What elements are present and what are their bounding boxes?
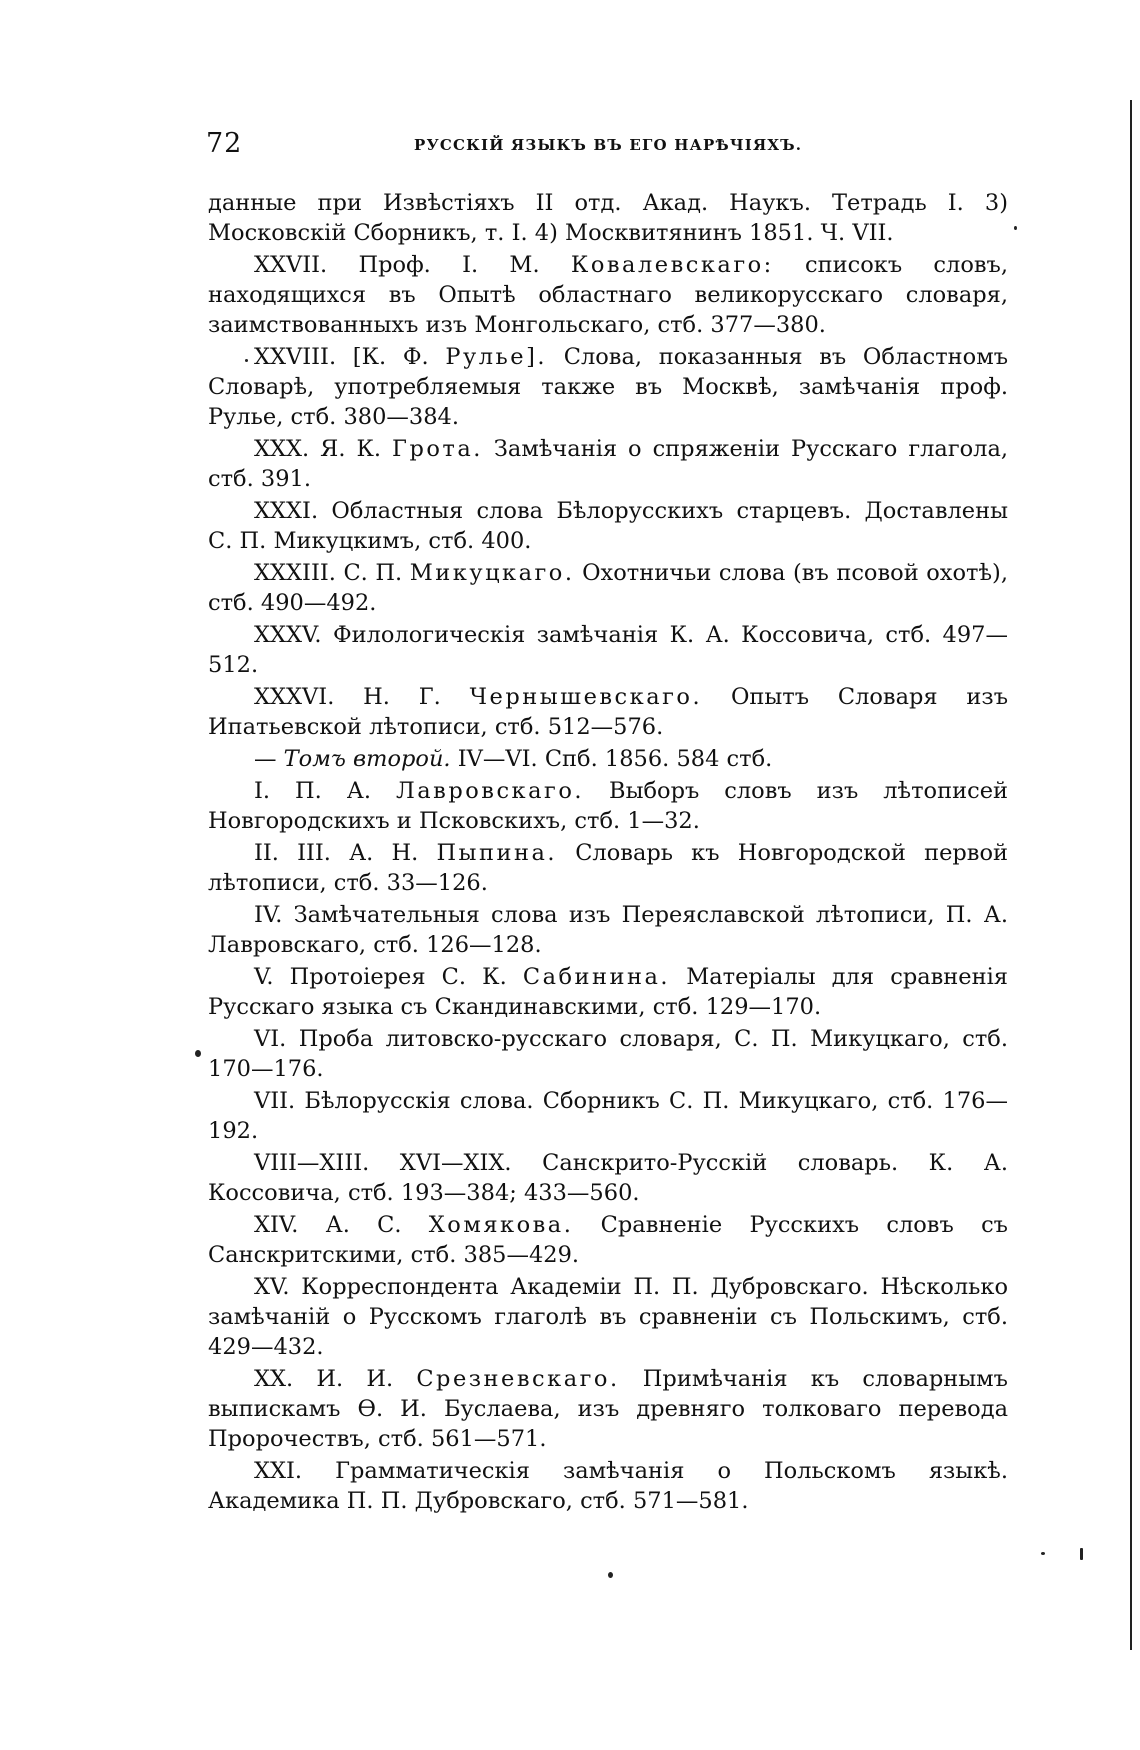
entry-text: Областныя слова Бѣлорусскихъ старцевъ. Доставлены С. П. Микуцкимъ, стб. 400. bbox=[208, 498, 1008, 554]
entry-text: Грамматическія замѣчанія о Польскомъ языкѣ. Академика П. П. Дубровскаго, стб. 571—581. bbox=[208, 1458, 1008, 1514]
entry-author: Рулье]. bbox=[445, 344, 548, 370]
entry-text: IV—VI. Спб. 1856. 584 стб. bbox=[457, 746, 773, 772]
entry-text: Опытъ Словаря изъ Ипатьевской лѣтописи, стб. 512—576. bbox=[208, 684, 1009, 740]
entry-label: — bbox=[254, 746, 277, 772]
volume-title: Томъ второй. bbox=[283, 746, 451, 772]
entry-label: I. П. А. bbox=[254, 778, 371, 804]
entry-xxxi bbox=[208, 496, 1008, 556]
ink-speck bbox=[1014, 226, 1017, 230]
ink-speck bbox=[245, 359, 248, 362]
entry-label: XXI. bbox=[254, 1458, 303, 1484]
entry-author: Хомякова. bbox=[428, 1212, 574, 1238]
ink-speck bbox=[195, 1050, 201, 1057]
entry-author: Микуцкаго. bbox=[409, 560, 575, 586]
entry-label: VI. bbox=[254, 1026, 287, 1052]
entry-xiv bbox=[208, 1210, 1008, 1270]
entry-viii-xix bbox=[208, 1148, 1008, 1208]
entry-vi bbox=[208, 1024, 1008, 1084]
entry-iv bbox=[208, 900, 1008, 960]
entry-label: XXXV. bbox=[254, 622, 322, 648]
entry-text: Бѣлорусскія слова. Сборникъ С. П. Микуцкаго, стб. 176—192. bbox=[208, 1088, 1008, 1144]
entry-label: XX. И. И. bbox=[254, 1366, 394, 1392]
entry-author: Ковалевскаго: bbox=[570, 252, 774, 278]
entry-label: V. Протоіерея С. К. bbox=[254, 964, 507, 990]
entry-volume-two bbox=[208, 744, 1008, 774]
entry-xx bbox=[208, 1364, 1008, 1454]
entry-label: VII. bbox=[254, 1088, 296, 1114]
entry-label: XXVIII. [К. Ф. bbox=[254, 344, 429, 370]
entry-author: Сабинина. bbox=[522, 964, 671, 990]
entry-label: IV. bbox=[254, 902, 283, 928]
entry-text: Замѣчательныя слова изъ Переяславской лѣтописи, П. А. Лавровскаго, стб. 126—128. bbox=[208, 902, 1008, 958]
entry-xxi bbox=[208, 1456, 1008, 1516]
entry-text: Выборъ словъ изъ лѣтописей Новгородскихъ и Псковскихъ, стб. 1—32. bbox=[208, 778, 1009, 834]
entry-label: XXXIII. С. П. bbox=[254, 560, 403, 586]
entry-text: Проба литовско-русскаго словаря, С. П. Микуцкаго, стб. 170—176. bbox=[208, 1026, 1008, 1082]
entry-text: Филологическія замѣчанія К. А. Коссовича, стб. 497—512. bbox=[208, 622, 1008, 678]
entry-xxviii bbox=[208, 342, 1008, 432]
entry-vii bbox=[208, 1086, 1008, 1146]
entry-text: Замѣчанія о спряженіи Русскаго глагола, стб. 391. bbox=[208, 436, 1009, 492]
entry-text: Корреспондента Академіи П. П. Дубровскаго. Нѣсколько замѣчаній о Русскомъ глаголѣ въ сравненіи съ Польскимъ, стб. 429—432. bbox=[208, 1274, 1009, 1360]
entry-text: Матеріалы для сравненія Русскаго языка съ Скандинавскими, стб. 129—170. bbox=[208, 964, 1008, 1020]
entry-text: Примѣчанія къ словарнымъ выпискамъ Ѳ. И. Буслаева, изъ древняго толковаго перевода Пророчествъ, стб. 561—571. bbox=[208, 1366, 1008, 1452]
entry-author: Срезневскаго. bbox=[416, 1366, 620, 1392]
entry-text: Словарь къ Новгородской первой лѣтописи, стб. 33—126. bbox=[208, 840, 1009, 896]
entry-author: Грота. bbox=[392, 436, 483, 462]
entry-author: Лавровскаго. bbox=[395, 778, 585, 804]
ink-speck bbox=[1041, 1552, 1045, 1555]
entry-continuation bbox=[208, 188, 1008, 248]
entry-label: VIII—XIII. XVI—XIX. bbox=[254, 1150, 512, 1176]
entry-author: Чернышевскаго. bbox=[469, 684, 703, 710]
page-header bbox=[206, 128, 1006, 168]
entry-text: Слова, показанныя въ Областномъ Словарѣ, употребляемыя также въ Москвѣ, замѣчанія проф. Рулье, стб. 380—384. bbox=[208, 344, 1009, 430]
entry-text: списокъ словъ, находящихся въ Опытѣ областнаго великорусскаго словаря, заимствованныхъ изъ Монгольскаго, стб. 377—380. bbox=[208, 252, 1009, 338]
entry-xxxv bbox=[208, 620, 1008, 680]
entry-v bbox=[208, 962, 1008, 1022]
entry-label: XV. bbox=[254, 1274, 290, 1300]
ink-speck bbox=[1080, 1548, 1083, 1560]
page-edge-rule bbox=[1130, 100, 1132, 1650]
entry-ii-iii bbox=[208, 838, 1008, 898]
page-number: 72 bbox=[206, 128, 243, 159]
entry-text: данные при Извѣстіяхъ II отд. Акад. Наукъ. Тетрадь I. 3) Московскій Сборникъ, т. I. 4) Москвитянинъ 1851. Ч. VII. bbox=[208, 190, 1008, 246]
entry-xxx bbox=[208, 434, 1008, 494]
entry-xxxiii bbox=[208, 558, 1008, 618]
entry-label: XXXI. bbox=[254, 498, 319, 524]
entry-text: Сравненіе Русскихъ словъ съ Санскритскими, стб. 385—429. bbox=[208, 1212, 1008, 1268]
entry-label: XXX. Я. К. bbox=[254, 436, 382, 462]
entry-xxxvi bbox=[208, 682, 1008, 742]
entry-text: Санскрито-Русскій словарь. К. А. Коссовича, стб. 193—384; 433—560. bbox=[208, 1150, 1008, 1206]
entry-xxvii bbox=[208, 250, 1008, 340]
entry-xv bbox=[208, 1272, 1008, 1362]
entry-label: XXXVI. Н. Г. bbox=[254, 684, 441, 710]
entry-label: XIV. А. С. bbox=[254, 1212, 402, 1238]
entry-label: II. III. А. Н. bbox=[254, 840, 419, 866]
entry-i bbox=[208, 776, 1008, 836]
running-title: РУССКІЙ ЯЗЫКЪ ВЪ ЕГО НАРѢЧІЯХЪ. bbox=[414, 136, 803, 154]
ink-speck bbox=[608, 1572, 613, 1578]
body-text bbox=[208, 188, 1008, 1518]
entry-text: Охотничьи слова (въ псовой охотѣ), стб. 490—492. bbox=[208, 560, 1008, 616]
entry-author: Пыпина. bbox=[436, 840, 558, 866]
entry-label: XXVII. Проф. I. М. bbox=[254, 252, 540, 278]
